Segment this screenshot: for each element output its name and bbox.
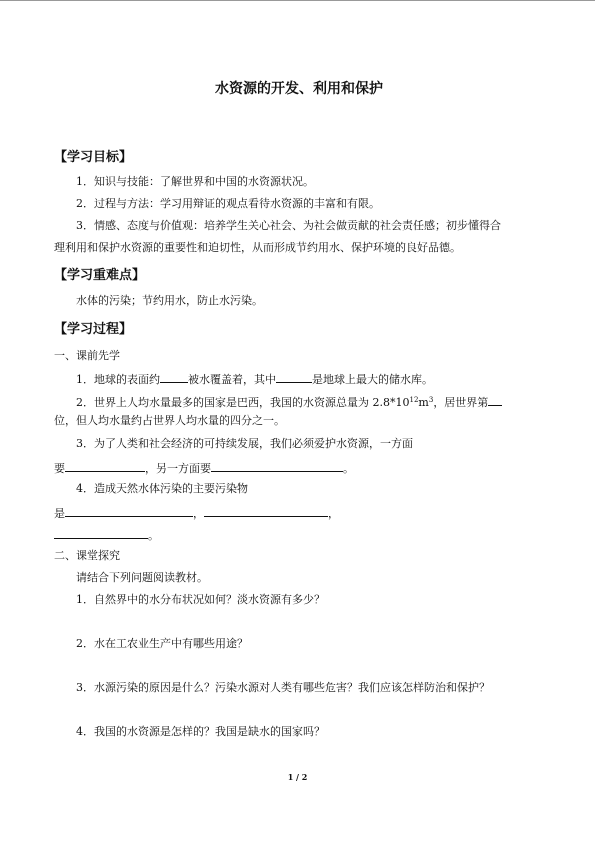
q1-blank-2[interactable] <box>276 371 312 383</box>
goal-item-3: 3．情感、态度与价值观：培养学生关心社会、为社会做贡献的社会责任感；初步懂得合 <box>76 219 501 232</box>
part2-question-1: 1．自然界中的水分布状况如何？淡水资源有多少？ <box>76 593 325 606</box>
top-rule <box>0 0 595 1</box>
q2-blank-1[interactable] <box>488 394 502 406</box>
q4-line: 4．造成天然水体污染的主要污染物 <box>76 482 248 495</box>
q3-line-cont: 要 ，另一方面要 。 <box>54 462 354 475</box>
part2-intro: 请结合下列问题阅读教材。 <box>76 571 208 584</box>
part1-label: 一、课前先学 <box>54 349 120 362</box>
q4-blank-1[interactable] <box>65 505 193 517</box>
q3-blank-2[interactable] <box>211 460 343 472</box>
page-number: 1 / 2 <box>287 772 308 782</box>
q4-blank-2[interactable] <box>204 505 328 517</box>
q1-line: 1．地球的表面约 被水覆盖着，其中 是地球上最大的储水库。 <box>76 373 433 386</box>
q3-blank-1[interactable] <box>65 460 145 472</box>
heading-goals: 【学习目标】 <box>54 150 133 165</box>
heading-process: 【学习过程】 <box>54 322 133 337</box>
goal-item-2: 2．过程与方法：学习用辩证的观点看待水资源的丰富和有限。 <box>76 197 380 210</box>
part2-label: 二、课堂探究 <box>54 549 120 562</box>
q4-line-cont: 是 ， ， <box>54 507 339 520</box>
q4-line-cont-2: 。 <box>54 527 544 543</box>
part2-question-2: 2．水在工农业生产中有哪些用途？ <box>76 637 248 650</box>
part2-question-4: 4．我国的水资源是怎样的？我国是缺水的国家吗？ <box>76 725 325 738</box>
q3-line: 3．为了人类和社会经济的可持续发展，我们必须爱护水资源，一方面 <box>76 437 413 450</box>
part2-question-3: 3．水源污染的原因是什么？污染水源对人类有哪些危害？我们应该怎样防治和保护？ <box>76 681 490 694</box>
goal-item-1: 1．知识与技能：了解世界和中国的水资源状况。 <box>76 175 314 188</box>
goal-item-3-cont: 理利用和保护水资源的重要性和迫切性，从而形成节约用水、保护环境的良好品德。 <box>54 241 461 254</box>
document-title: 水资源的开发、利用和保护 <box>215 81 383 97</box>
key-points-text: 水体的污染；节约用水，防止水污染。 <box>76 294 263 307</box>
heading-key-points: 【学习重难点】 <box>54 268 146 283</box>
q2-line-cont: 位，但人均水量约占世界人均水量的四分之一。 <box>54 414 285 427</box>
q2-line: 2．世界上人均水量最多的国家是巴西，我国的水资源总量为 $2.8*10^{12}m^3$，居世界第 <box>54 394 566 410</box>
q4-blank-3[interactable] <box>54 527 148 539</box>
q1-blank-1[interactable] <box>160 371 188 383</box>
